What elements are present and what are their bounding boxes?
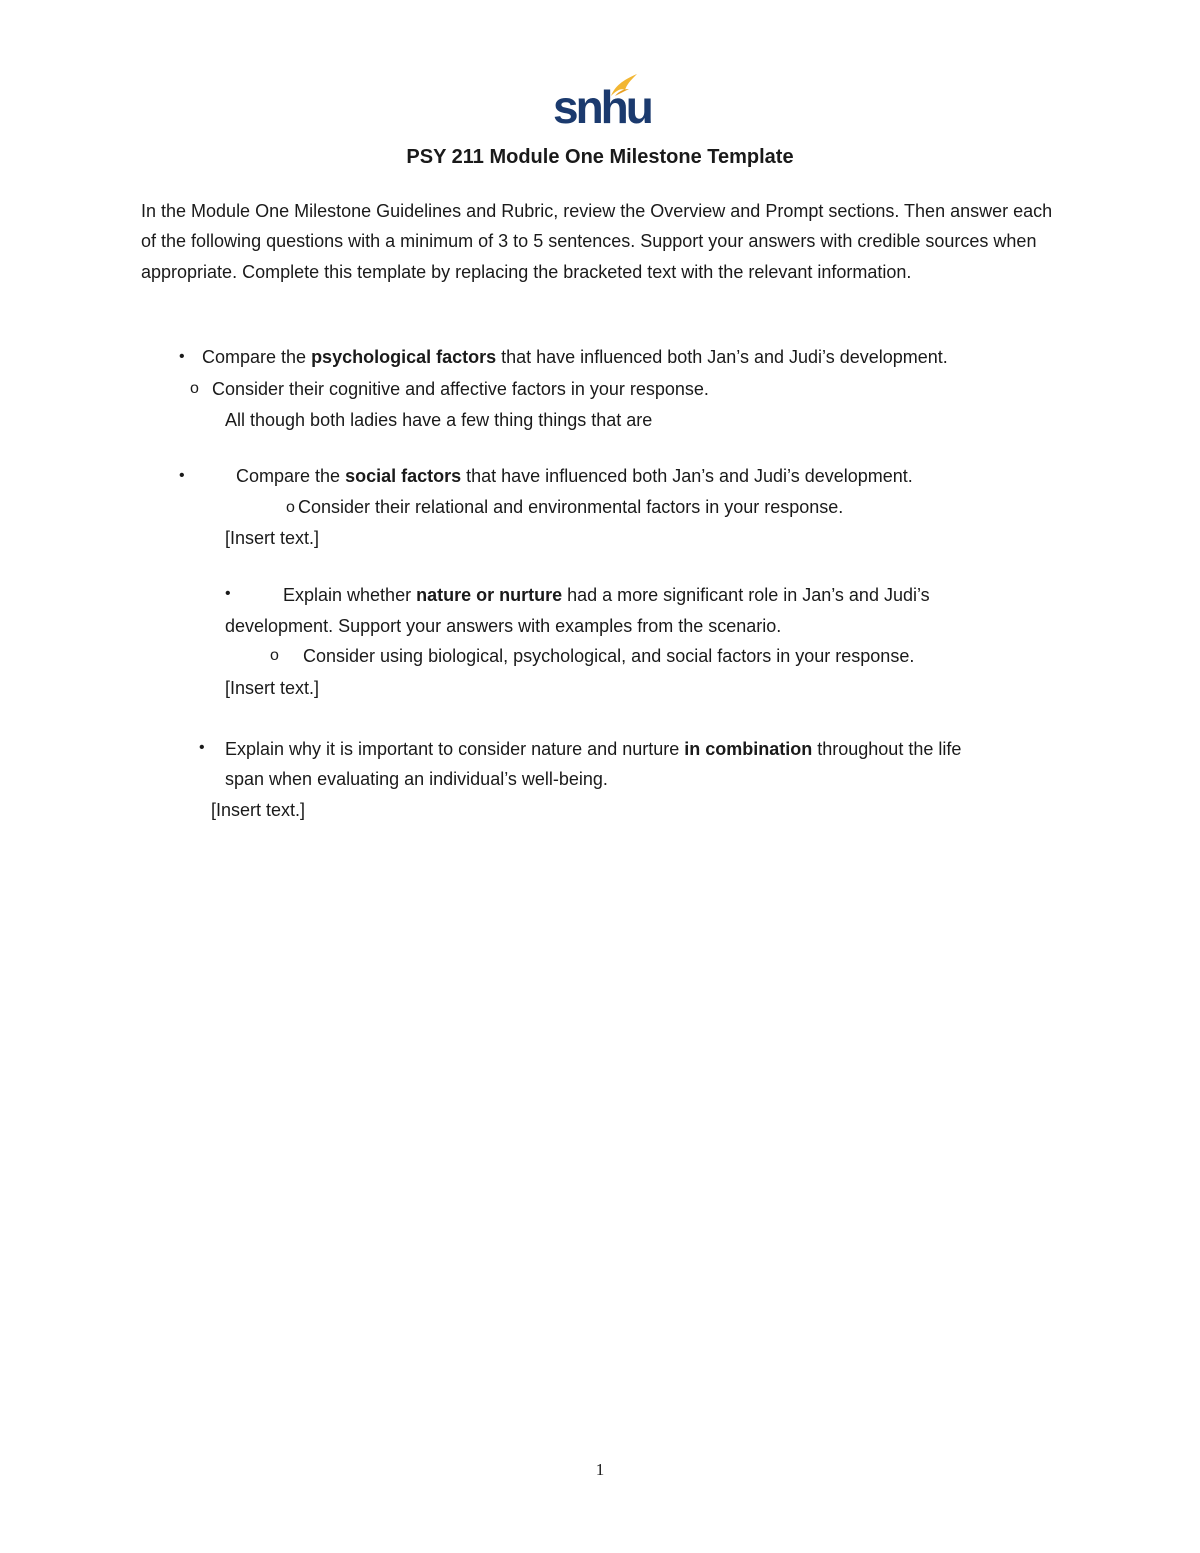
intro-paragraph: In the Module One Milestone Guidelines and Rubric, review the Overview and Prompt sections. Then answer each of the following questions with a minimum of 3 to 5 sentences. Support your answers with credible sources when appropriate. Complete this template by replacing the bracketed text with the relevant information. xyxy=(141,201,1053,282)
question-3-sub: Consider using biological, psychological, and social factors in your response. xyxy=(303,646,915,666)
bullet-icon: • xyxy=(179,348,185,365)
bullet-icon: • xyxy=(179,467,185,484)
question-2 xyxy=(236,464,913,488)
question-3-answer[interactable]: [Insert text.] xyxy=(225,678,320,698)
question-4-bold: in combination xyxy=(684,739,813,759)
question-2-answer[interactable]: [Insert text.] xyxy=(225,528,320,548)
question-2-sub: Consider their relational and environmental factors in your response. xyxy=(298,497,844,517)
question-2-bold: social factors xyxy=(345,466,462,486)
question-3-suffix: had a more significant role in Jan’s and Judi’s xyxy=(562,585,930,605)
question-3-prefix: Explain whether xyxy=(283,585,417,605)
question-1 xyxy=(202,345,948,369)
sub-bullet-icon: o xyxy=(270,647,279,664)
document-title: PSY 211 Module One Milestone Template xyxy=(406,146,794,168)
question-3-bold: nature or nurture xyxy=(416,585,563,605)
snhu-logo xyxy=(553,72,651,134)
bullet-icon: • xyxy=(225,585,231,602)
question-4-answer[interactable]: [Insert text.] xyxy=(211,800,306,820)
question-1-sub: Consider their cognitive and affective factors in your response. xyxy=(212,379,709,399)
question-4-prefix: Explain why it is important to consider nature and nurture xyxy=(225,739,685,759)
question-1-answer[interactable]: All though both ladies have a few thing things that are xyxy=(225,410,653,430)
question-2-suffix: that have influenced both Jan’s and Judi’s development. xyxy=(461,466,913,486)
question-4-line2: span when evaluating an individual’s well-being. xyxy=(225,769,608,789)
question-1-suffix: that have influenced both Jan’s and Judi’s development. xyxy=(496,347,948,367)
question-3-line2: development. Support your answers with examples from the scenario. xyxy=(225,616,782,636)
question-2-prefix: Compare the xyxy=(236,466,346,486)
bullet-icon: • xyxy=(199,739,205,756)
sub-bullet-icon: o xyxy=(286,499,295,516)
question-4 xyxy=(225,737,961,761)
question-1-bold: psychological factors xyxy=(311,347,497,367)
question-3 xyxy=(283,583,930,607)
page-number: 1 xyxy=(595,1460,605,1479)
question-4-suffix: throughout the life xyxy=(812,739,962,759)
question-1-prefix: Compare the xyxy=(202,347,312,367)
sub-bullet-icon: o xyxy=(190,380,199,397)
logo-text: snhu xyxy=(553,81,651,133)
